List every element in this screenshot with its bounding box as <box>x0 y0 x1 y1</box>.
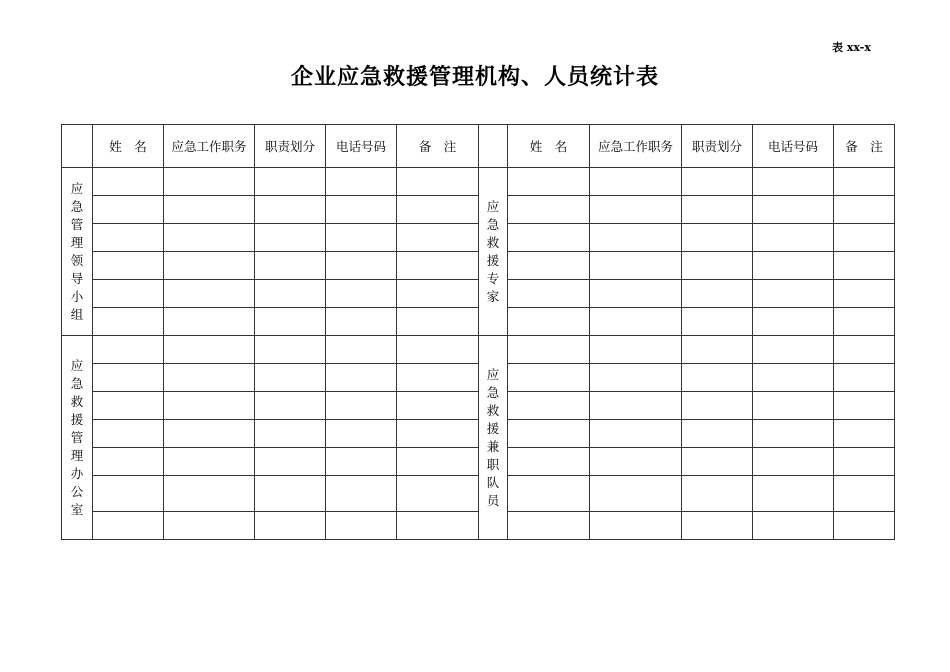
cell <box>834 364 895 392</box>
header-position-right: 应急工作职务 <box>590 125 682 168</box>
cell <box>164 168 255 196</box>
table-row <box>62 512 895 540</box>
cell <box>682 196 753 224</box>
cell <box>397 280 479 308</box>
header-phone: 电话号码 <box>326 125 397 168</box>
cell <box>397 420 479 448</box>
cell <box>255 392 326 420</box>
cell <box>93 392 164 420</box>
header-phone-right: 电话号码 <box>753 125 834 168</box>
cell <box>326 280 397 308</box>
cell <box>93 280 164 308</box>
cell <box>590 308 682 336</box>
cell <box>93 224 164 252</box>
cell <box>508 364 590 392</box>
cell <box>255 512 326 540</box>
cell <box>834 196 895 224</box>
cell <box>508 448 590 476</box>
cell <box>682 392 753 420</box>
cell <box>326 512 397 540</box>
table-row <box>62 252 895 280</box>
cell <box>255 364 326 392</box>
cell <box>164 280 255 308</box>
cell <box>834 252 895 280</box>
cell <box>753 392 834 420</box>
cell <box>255 308 326 336</box>
cell <box>682 364 753 392</box>
cell <box>508 196 590 224</box>
personnel-table <box>61 124 895 540</box>
cell <box>397 224 479 252</box>
cell <box>753 252 834 280</box>
cell <box>834 476 895 512</box>
cell <box>164 308 255 336</box>
cell <box>326 476 397 512</box>
header-duty-right: 职责划分 <box>682 125 753 168</box>
cell <box>397 476 479 512</box>
cell <box>590 280 682 308</box>
cell <box>753 224 834 252</box>
cell <box>753 336 834 364</box>
cell <box>164 476 255 512</box>
header-name-right: 姓 名 <box>508 125 590 168</box>
cell <box>326 224 397 252</box>
cell <box>590 420 682 448</box>
cell <box>508 512 590 540</box>
group-label-office: 应急救援管理办公室 <box>70 357 84 517</box>
cell <box>682 336 753 364</box>
table-row <box>62 476 895 512</box>
header-note: 备 注 <box>397 125 479 168</box>
cell <box>326 336 397 364</box>
cell <box>164 224 255 252</box>
cell <box>590 168 682 196</box>
cell <box>508 280 590 308</box>
header-note-right: 备 注 <box>834 125 895 168</box>
cell <box>397 252 479 280</box>
cell <box>834 448 895 476</box>
cell <box>682 168 753 196</box>
cell <box>326 448 397 476</box>
cell <box>834 168 895 196</box>
cell <box>753 308 834 336</box>
cell <box>93 476 164 512</box>
cell <box>590 364 682 392</box>
header-mid-corner-cell <box>479 125 508 168</box>
cell <box>508 252 590 280</box>
cell <box>93 448 164 476</box>
cell <box>590 392 682 420</box>
table-row <box>62 280 895 308</box>
cell <box>93 196 164 224</box>
cell <box>397 308 479 336</box>
cell <box>508 168 590 196</box>
cell <box>255 196 326 224</box>
cell <box>682 512 753 540</box>
cell <box>682 420 753 448</box>
cell <box>590 252 682 280</box>
cell <box>164 392 255 420</box>
cell <box>753 448 834 476</box>
cell <box>397 196 479 224</box>
cell <box>753 420 834 448</box>
cell <box>164 420 255 448</box>
cell <box>834 420 895 448</box>
cell <box>164 196 255 224</box>
cell <box>753 280 834 308</box>
cell <box>93 420 164 448</box>
cell <box>397 364 479 392</box>
cell <box>164 448 255 476</box>
cell <box>508 336 590 364</box>
cell <box>397 392 479 420</box>
cell <box>590 336 682 364</box>
cell <box>326 168 397 196</box>
table-row <box>62 308 895 336</box>
group-label-cell <box>62 336 93 540</box>
cell <box>397 448 479 476</box>
cell <box>164 512 255 540</box>
header-duty: 职责划分 <box>255 125 326 168</box>
cell <box>255 448 326 476</box>
cell <box>753 512 834 540</box>
cell <box>255 252 326 280</box>
header-name: 姓 名 <box>93 125 164 168</box>
cell <box>326 420 397 448</box>
cell <box>682 224 753 252</box>
cell <box>590 448 682 476</box>
cell <box>682 280 753 308</box>
group-label-cell <box>479 168 508 336</box>
table-row <box>62 168 895 196</box>
cell <box>255 224 326 252</box>
cell <box>255 420 326 448</box>
cell <box>93 308 164 336</box>
group-label-experts: 应急救援专家 <box>486 198 500 304</box>
table-row <box>62 364 895 392</box>
cell <box>508 392 590 420</box>
document-title: 企业应急救援管理机构、人员统计表 <box>290 64 659 90</box>
cell <box>753 364 834 392</box>
header-position: 应急工作职务 <box>164 125 255 168</box>
cell <box>397 168 479 196</box>
group-label-cell <box>479 336 508 540</box>
cell <box>682 476 753 512</box>
cell <box>753 476 834 512</box>
cell <box>397 512 479 540</box>
cell <box>326 252 397 280</box>
cell <box>682 448 753 476</box>
cell <box>508 476 590 512</box>
group-label-leadership: 应急管理领导小组 <box>70 180 84 322</box>
table-row <box>62 392 895 420</box>
cell <box>590 476 682 512</box>
cell <box>590 224 682 252</box>
cell <box>164 364 255 392</box>
cell <box>834 336 895 364</box>
table-row <box>62 336 895 364</box>
cell <box>93 252 164 280</box>
cell <box>164 336 255 364</box>
table-row <box>62 196 895 224</box>
cell <box>834 392 895 420</box>
cell <box>93 336 164 364</box>
table-row <box>62 224 895 252</box>
cell <box>326 392 397 420</box>
cell <box>164 252 255 280</box>
header-corner-cell <box>62 125 93 168</box>
cell <box>326 308 397 336</box>
group-label-parttime-team: 应急救援兼职队员 <box>486 366 500 508</box>
cell <box>255 476 326 512</box>
cell <box>93 512 164 540</box>
cell <box>508 224 590 252</box>
cell <box>255 280 326 308</box>
cell <box>326 196 397 224</box>
cell <box>682 252 753 280</box>
cell <box>397 336 479 364</box>
cell <box>255 168 326 196</box>
cell <box>255 336 326 364</box>
cell <box>508 308 590 336</box>
cell <box>590 512 682 540</box>
cell <box>93 364 164 392</box>
table-row <box>62 448 895 476</box>
cell <box>834 308 895 336</box>
cell <box>682 308 753 336</box>
header-row <box>62 125 895 168</box>
cell <box>753 168 834 196</box>
cell <box>834 512 895 540</box>
cell <box>590 196 682 224</box>
table-row <box>62 420 895 448</box>
cell <box>326 364 397 392</box>
table-number: 表 xx-x <box>832 41 871 54</box>
cell <box>753 196 834 224</box>
group-label-cell <box>62 168 93 336</box>
cell <box>508 420 590 448</box>
cell <box>93 168 164 196</box>
cell <box>834 224 895 252</box>
cell <box>834 280 895 308</box>
